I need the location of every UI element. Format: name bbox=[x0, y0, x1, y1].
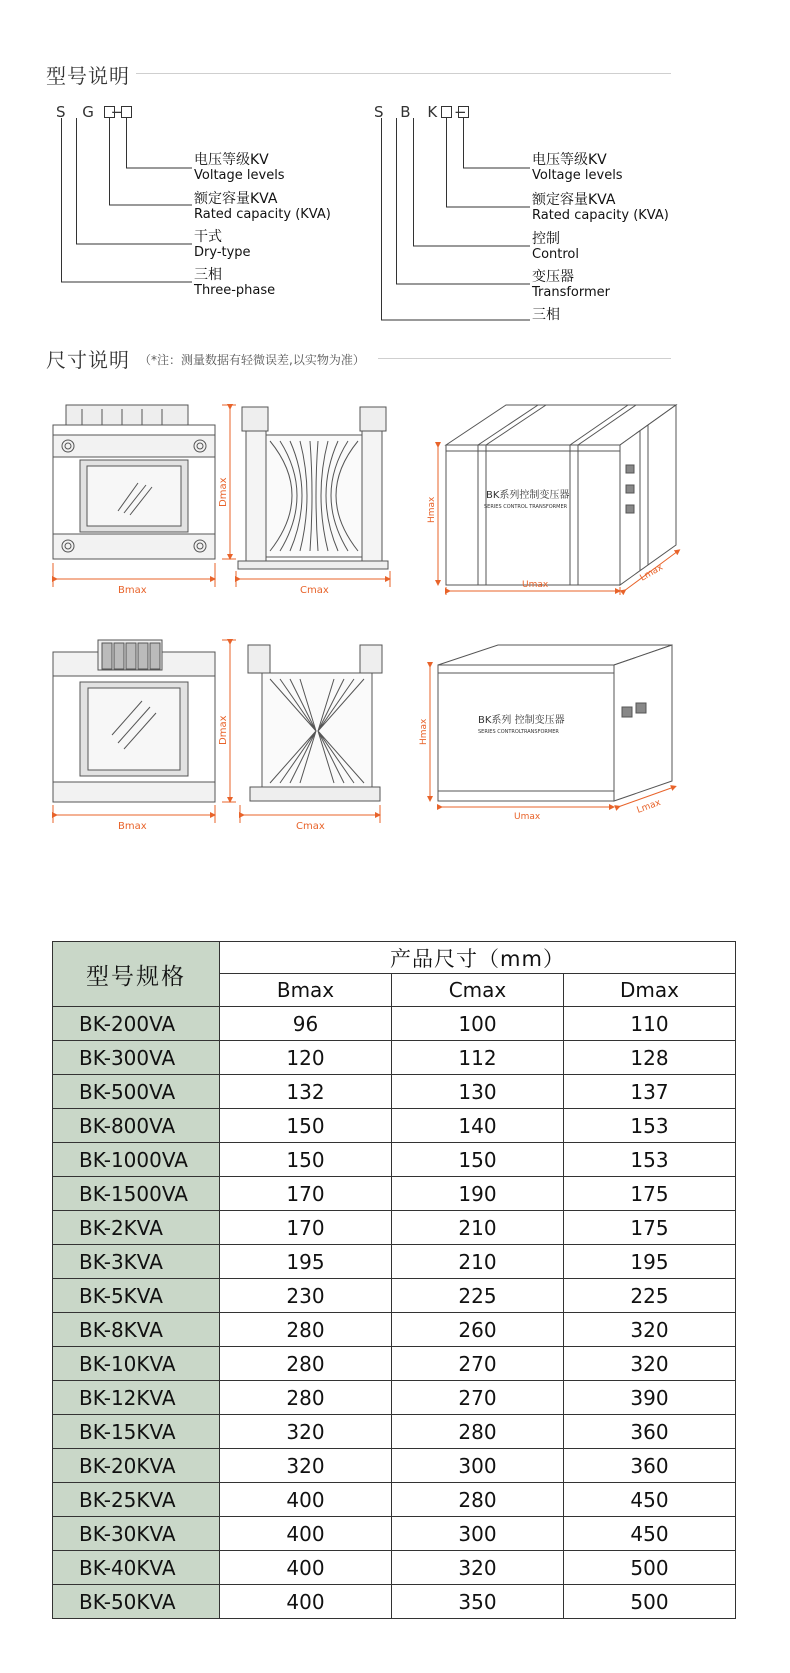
bmax-cell: 132 bbox=[220, 1075, 392, 1109]
bmax-cell: 150 bbox=[220, 1109, 392, 1143]
dim-umax-1: Umax bbox=[522, 580, 549, 590]
cmax-cell: 130 bbox=[392, 1075, 564, 1109]
table-row bbox=[53, 1483, 736, 1517]
header-dimensions: 产品尺寸（mm） bbox=[220, 942, 736, 974]
bmax-cell: 400 bbox=[220, 1551, 392, 1585]
bmax-cell: 280 bbox=[220, 1381, 392, 1415]
model-cell: BK-20KVA bbox=[53, 1449, 220, 1483]
model-code-sbk: S B K − bbox=[374, 103, 473, 121]
dim-cmax-2: Cmax bbox=[296, 821, 325, 832]
cmax-cell: 300 bbox=[392, 1449, 564, 1483]
label-drytype-left: 干式 Dry-type bbox=[194, 229, 251, 260]
model-cell: BK-15KVA bbox=[53, 1415, 220, 1449]
model-section-title: 型号说明 bbox=[46, 64, 130, 88]
cmax-cell: 280 bbox=[392, 1415, 564, 1449]
bmax-cell: 280 bbox=[220, 1347, 392, 1381]
dmax-cell: 137 bbox=[564, 1075, 736, 1109]
cmax-cell: 112 bbox=[392, 1041, 564, 1075]
cmax-cell: 210 bbox=[392, 1245, 564, 1279]
size-section-note: （*注：测量数据有轻微误差,以实物为准） bbox=[139, 353, 365, 367]
label-threephase-right: 三相 bbox=[532, 307, 560, 323]
bmax-cell: 400 bbox=[220, 1517, 392, 1551]
header-model: 型号规格 bbox=[53, 942, 220, 1007]
model-code-leader-lines bbox=[0, 0, 790, 330]
dmax-cell: 153 bbox=[564, 1109, 736, 1143]
dmax-cell: 175 bbox=[564, 1211, 736, 1245]
dim-umax-2: Umax bbox=[514, 812, 541, 822]
label-voltage-right: 电压等级KV Voltage levels bbox=[532, 152, 623, 183]
table-row bbox=[53, 1449, 736, 1483]
table-row bbox=[53, 1075, 736, 1109]
box2-title: BK系列 控制变压器 bbox=[478, 715, 565, 726]
header-bmax: Bmax bbox=[220, 974, 392, 1007]
bmax-cell: 280 bbox=[220, 1313, 392, 1347]
front-view-1 bbox=[53, 405, 215, 559]
label-capacity-left: 额定容量KVA Rated capacity (KVA) bbox=[194, 191, 331, 222]
bmax-cell: 170 bbox=[220, 1177, 392, 1211]
model-cell: BK-3KVA bbox=[53, 1245, 220, 1279]
dmax-cell: 153 bbox=[564, 1143, 736, 1177]
table-row bbox=[53, 1109, 736, 1143]
cmax-cell: 140 bbox=[392, 1109, 564, 1143]
spec-table bbox=[52, 941, 736, 1619]
table-row bbox=[53, 1211, 736, 1245]
bmax-cell: 96 bbox=[220, 1007, 392, 1041]
dim-cmax-1: Cmax bbox=[300, 585, 329, 596]
model-cell: BK-30KVA bbox=[53, 1517, 220, 1551]
bmax-cell: 170 bbox=[220, 1211, 392, 1245]
cmax-cell: 350 bbox=[392, 1585, 564, 1619]
table-row bbox=[53, 1245, 736, 1279]
label-threephase-left: 三相 Three-phase bbox=[194, 267, 276, 298]
table-row bbox=[53, 1585, 736, 1619]
model-cell: BK-500VA bbox=[53, 1075, 220, 1109]
model-cell: BK-10KVA bbox=[53, 1347, 220, 1381]
table-row bbox=[53, 1415, 736, 1449]
dmax-cell: 195 bbox=[564, 1245, 736, 1279]
dmax-cell: 128 bbox=[564, 1041, 736, 1075]
cmax-cell: 190 bbox=[392, 1177, 564, 1211]
cmax-cell: 300 bbox=[392, 1517, 564, 1551]
table-row bbox=[53, 1143, 736, 1177]
dim-hmax-2: Hmax bbox=[419, 718, 429, 745]
cmax-cell: 225 bbox=[392, 1279, 564, 1313]
cmax-cell: 150 bbox=[392, 1143, 564, 1177]
dmax-cell: 450 bbox=[564, 1483, 736, 1517]
model-cell: BK-1500VA bbox=[53, 1177, 220, 1211]
model-cell: BK-2KVA bbox=[53, 1211, 220, 1245]
model-cell: BK-200VA bbox=[53, 1007, 220, 1041]
model-cell: BK-5KVA bbox=[53, 1279, 220, 1313]
dim-lmax-1: Lmax bbox=[638, 562, 665, 584]
dmax-cell: 500 bbox=[564, 1551, 736, 1585]
dmax-cell: 110 bbox=[564, 1007, 736, 1041]
model-code-sg: S G − bbox=[56, 103, 130, 121]
dimension-drawings bbox=[0, 395, 790, 885]
size-section-title: 尺寸说明 bbox=[46, 348, 130, 372]
bmax-cell: 120 bbox=[220, 1041, 392, 1075]
dim-lmax-2: Lmax bbox=[635, 797, 663, 816]
cmax-cell: 210 bbox=[392, 1211, 564, 1245]
bmax-cell: 400 bbox=[220, 1483, 392, 1517]
model-cell: BK-300VA bbox=[53, 1041, 220, 1075]
dim-bmax-2: Bmax bbox=[118, 821, 147, 832]
table-row bbox=[53, 1041, 736, 1075]
model-cell: BK-800VA bbox=[53, 1109, 220, 1143]
label-transformer-right: 变压器 Transformer bbox=[532, 269, 611, 300]
bmax-cell: 150 bbox=[220, 1143, 392, 1177]
label-control-right: 控制 Control bbox=[532, 231, 579, 262]
bmax-cell: 195 bbox=[220, 1245, 392, 1279]
table-row bbox=[53, 1381, 736, 1415]
model-cell: BK-50KVA bbox=[53, 1585, 220, 1619]
front-view-2 bbox=[53, 640, 215, 802]
dmax-cell: 450 bbox=[564, 1517, 736, 1551]
cmax-cell: 100 bbox=[392, 1007, 564, 1041]
label-voltage-left: 电压等级KV Voltage levels bbox=[194, 152, 285, 183]
table-row bbox=[53, 1279, 736, 1313]
cmax-cell: 280 bbox=[392, 1483, 564, 1517]
table-row bbox=[53, 1007, 736, 1041]
section-divider bbox=[378, 358, 671, 359]
model-cell: BK-1000VA bbox=[53, 1143, 220, 1177]
dmax-cell: 225 bbox=[564, 1279, 736, 1313]
dmax-cell: 390 bbox=[564, 1381, 736, 1415]
dim-bmax-1: Bmax bbox=[118, 585, 147, 596]
dmax-cell: 175 bbox=[564, 1177, 736, 1211]
cmax-cell: 320 bbox=[392, 1551, 564, 1585]
dim-dmax-1: Dmax bbox=[218, 477, 229, 507]
dmax-cell: 360 bbox=[564, 1449, 736, 1483]
model-cell: BK-40KVA bbox=[53, 1551, 220, 1585]
dmax-cell: 360 bbox=[564, 1415, 736, 1449]
label-capacity-right: 额定容量KVA Rated capacity (KVA) bbox=[532, 192, 669, 223]
table-row bbox=[53, 1551, 736, 1585]
table-row bbox=[53, 1177, 736, 1211]
dmax-cell: 320 bbox=[564, 1347, 736, 1381]
cmax-cell: 270 bbox=[392, 1347, 564, 1381]
bmax-cell: 230 bbox=[220, 1279, 392, 1313]
cmax-cell: 260 bbox=[392, 1313, 564, 1347]
model-cell: BK-25KVA bbox=[53, 1483, 220, 1517]
bmax-cell: 400 bbox=[220, 1585, 392, 1619]
dmax-cell: 320 bbox=[564, 1313, 736, 1347]
table-row bbox=[53, 1517, 736, 1551]
box1-subtitle: SERIES CONTROL TRANSFORMER bbox=[484, 504, 568, 510]
model-cell: BK-12KVA bbox=[53, 1381, 220, 1415]
dim-dmax-2: Dmax bbox=[218, 715, 229, 745]
dmax-cell: 500 bbox=[564, 1585, 736, 1619]
table-row bbox=[53, 1347, 736, 1381]
bmax-cell: 320 bbox=[220, 1415, 392, 1449]
cmax-cell: 270 bbox=[392, 1381, 564, 1415]
box2-subtitle: SERIES CONTROLTRANSFORMER bbox=[478, 729, 559, 735]
side-view-1 bbox=[238, 407, 388, 569]
model-cell: BK-8KVA bbox=[53, 1313, 220, 1347]
header-cmax: Cmax bbox=[392, 974, 564, 1007]
table-row bbox=[53, 1313, 736, 1347]
bmax-cell: 320 bbox=[220, 1449, 392, 1483]
header-dmax: Dmax bbox=[564, 974, 736, 1007]
dim-hmax-1: Hmax bbox=[427, 496, 437, 523]
box1-title: BK系列控制变压器 bbox=[486, 490, 570, 501]
side-view-2 bbox=[248, 645, 382, 801]
